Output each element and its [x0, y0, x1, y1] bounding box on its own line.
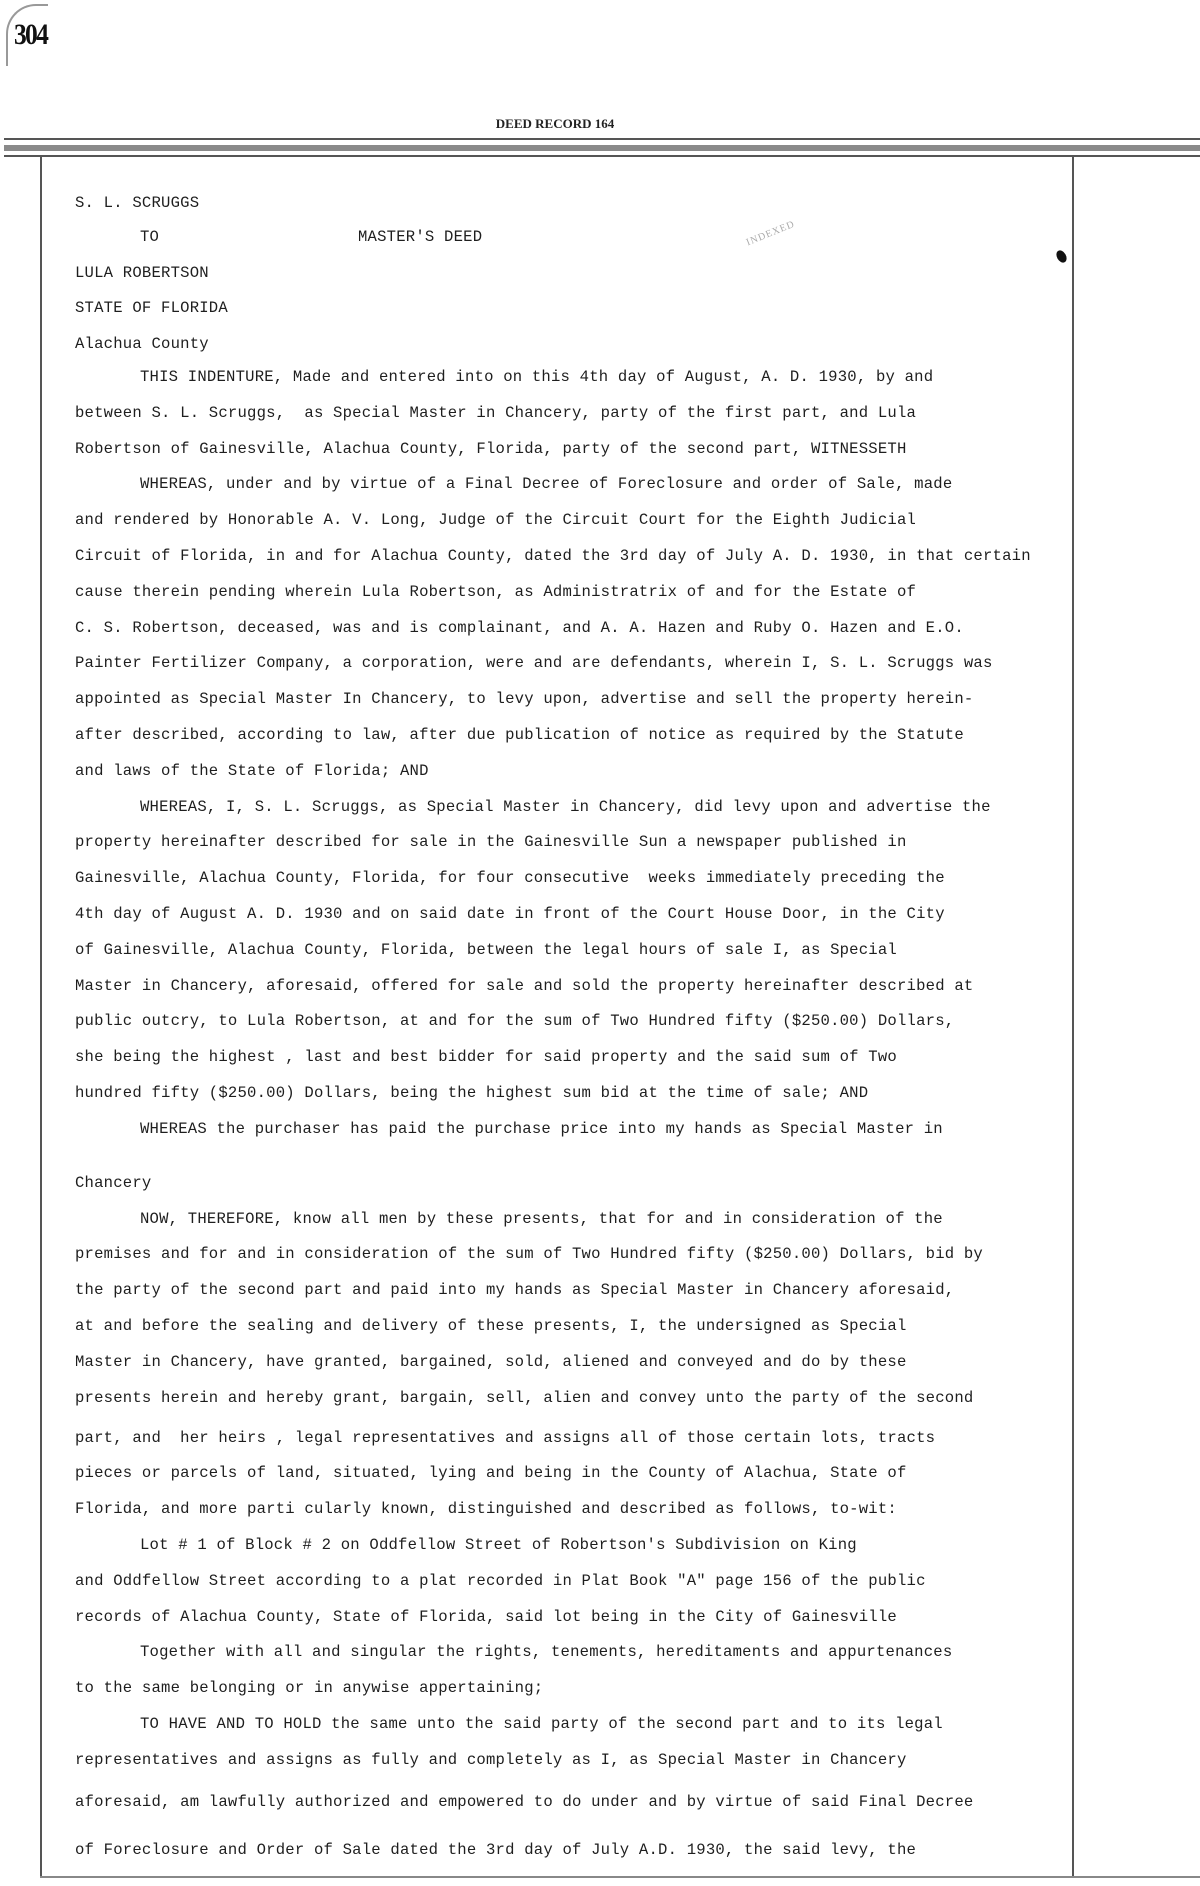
- body-line: WHEREAS, under and by virtue of a Final Decree of Foreclosure and order of Sale, made: [140, 475, 953, 494]
- grantee-name: LULA ROBERTSON: [75, 264, 209, 282]
- body-line: between S. L. Scruggs, as Special Master in Chancery, party of the first part, and Lula: [75, 403, 917, 422]
- body-line: Painter Fertilizer Company, a corporation, were and are defendants, wherein I, S. L. Scruggs was: [75, 654, 993, 673]
- bottom-edge: [40, 1876, 1200, 1878]
- body-line: property hereinafter described for sale in the Gainesville Sun a newspaper published in: [75, 833, 907, 852]
- body-line: premises and for and in consideration of the sum of Two Hundred fifty ($250.00) Dollars, bid by: [75, 1245, 983, 1264]
- state-label: STATE OF FLORIDA: [75, 299, 228, 317]
- body-line: Master in Chancery, aforesaid, offered for sale and sold the property hereinafter described at: [75, 976, 974, 995]
- county-label: Alachua County: [75, 335, 209, 353]
- body-line: at and before the sealing and delivery of these presents, I, the undersigned as Special: [75, 1317, 907, 1335]
- body-line: appointed as Special Master In Chancery, to levy upon, advertise and sell the property herein-: [75, 690, 974, 709]
- body-line: of Gainesville, Alachua County, Florida, between the legal hours of sale I, as Special: [75, 940, 897, 959]
- body-line: THIS INDENTURE, Made and entered into on this 4th day of August, A. D. 1930, by and: [140, 368, 934, 386]
- body-line: Circuit of Florida, in and for Alachua County, dated the 3rd day of July A. D. 1930, in that certain: [75, 547, 1031, 565]
- body-line: hundred fifty ($250.00) Dollars, being the highest sum bid at the time of sale; AND: [75, 1084, 869, 1102]
- body-line: presents herein and hereby grant, bargain, sell, alien and convey unto the party of the second: [75, 1388, 974, 1407]
- body-line: Florida, and more parti cularly known, distinguished and described as follows, to-wit:: [75, 1500, 897, 1519]
- body-line: and rendered by Honorable A. V. Long, Judge of the Circuit Court for the Eighth Judicial: [75, 511, 917, 530]
- body-line: public outcry, to Lula Robertson, at and for the sum of Two Hundred fifty ($250.00) Dollars,: [75, 1012, 955, 1031]
- body-line: WHEREAS, I, S. L. Scruggs, as Special Master in Chancery, did levy upon and advertise the: [140, 797, 991, 816]
- body-line: TO HAVE AND TO HOLD the same unto the said party of the second part and to its legal: [140, 1715, 943, 1733]
- body-line: of Foreclosure and Order of Sale dated the 3rd day of July A.D. 1930, the said levy, the: [75, 1840, 917, 1859]
- body-line: Together with all and singular the rights, tenements, hereditaments and appurtenances: [140, 1643, 953, 1662]
- record-header: DEED RECORD 164: [495, 116, 615, 131]
- body-line: the party of the second part and paid into my hands as Special Master in Chancery aforesaid,: [75, 1281, 955, 1300]
- ink-blot: [1054, 249, 1068, 265]
- document-type: MASTER'S DEED: [358, 228, 483, 246]
- to-label: TO: [140, 228, 160, 246]
- body-line: pieces or parcels of land, situated, lying and being in the County of Alachua, State of: [75, 1464, 907, 1483]
- body-line: and laws of the State of Florida; AND: [75, 761, 429, 780]
- grantor-name: S. L. SCRUGGS: [75, 194, 200, 212]
- body-line: representatives and assigns as fully and completely as I, as Special Master in Chancery: [75, 1750, 907, 1769]
- body-line: she being the highest , last and best bidder for said property and the said sum of Two: [75, 1048, 897, 1067]
- body-line: part, and her heirs , legal representatives and assigns all of those certain lots, tracts: [75, 1428, 936, 1447]
- page-number: 304: [14, 18, 48, 51]
- body-line: and Oddfellow Street according to a plat recorded in Plat Book "A" page 156 of the public: [75, 1571, 926, 1590]
- body-line: Master in Chancery, have granted, bargained, sold, aliened and conveyed and do by these: [75, 1352, 907, 1371]
- body-line: NOW, THEREFORE, know all men by these presents, that for and in consideration of the: [140, 1209, 943, 1228]
- header-rule-band: [4, 145, 1200, 151]
- body-line: to the same belonging or in anywise appertaining;: [75, 1679, 544, 1698]
- body-line: aforesaid, am lawfully authorized and empowered to do under and by virtue of said Final Decree: [75, 1792, 974, 1811]
- body-line: 4th day of August A. D. 1930 and on said date in front of the Court House Door, in the City: [75, 905, 945, 923]
- body-line: records of Alachua County, State of Florida, said lot being in the City of Gainesville: [75, 1607, 897, 1626]
- header-rule-bottom: [4, 155, 1200, 157]
- body-line: WHEREAS the purchaser has paid the purchase price into my hands as Special Master in: [140, 1119, 943, 1138]
- body-line: Chancery: [75, 1173, 152, 1192]
- indexed-stamp: INDEXED: [744, 218, 797, 249]
- body-line: Robertson of Gainesville, Alachua County, Florida, party of the second part, WITNESSETH: [75, 439, 907, 458]
- left-margin-line: [40, 157, 42, 1877]
- body-line: after described, according to law, after due publication of notice as required by the Statute: [75, 726, 964, 744]
- body-line: Lot # 1 of Block # 2 on Oddfellow Street of Robertson's Subdivision on King: [140, 1536, 857, 1554]
- right-margin-line: [1072, 157, 1074, 1877]
- header-rule-top: [4, 138, 1200, 140]
- body-line: Gainesville, Alachua County, Florida, for four consecutive weeks immediately preceding the: [75, 869, 945, 888]
- body-line: cause therein pending wherein Lula Robertson, as Administratrix of and for the Estate of: [75, 582, 917, 601]
- body-line: C. S. Robertson, deceased, was and is complainant, and A. A. Hazen and Ruby O. Hazen and E.O.: [75, 618, 964, 637]
